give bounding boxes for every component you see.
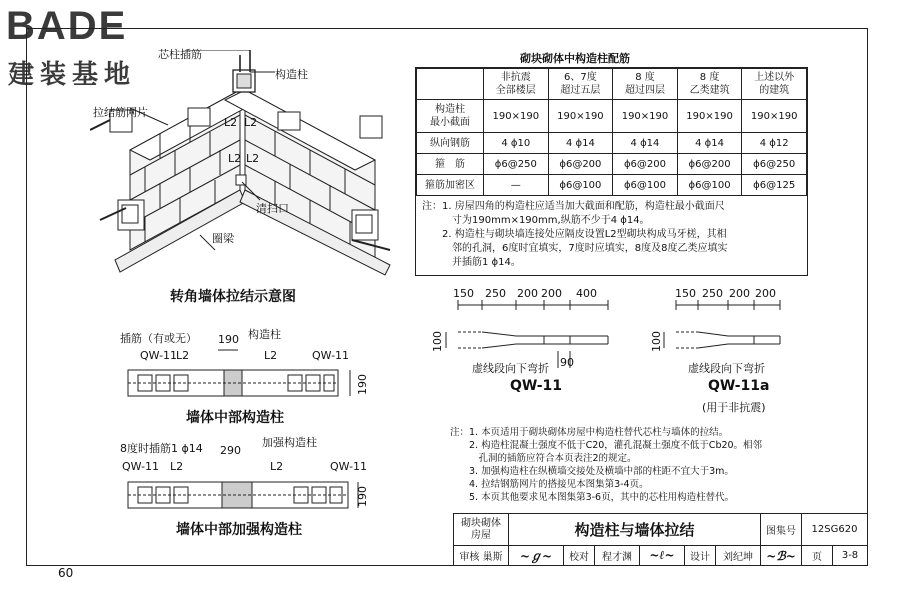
mesh-dim: 150 xyxy=(453,287,474,300)
label-qw-left: QW-11 xyxy=(122,460,160,473)
title-block-title: 构造柱与墙体拉结 xyxy=(509,514,761,546)
designer-name: 刘纪坤 xyxy=(716,546,761,566)
table-cell: ϕ6@100 xyxy=(548,175,613,196)
reviewer-signature xyxy=(509,546,564,566)
mesh-qw11-title: QW-11 xyxy=(510,378,563,394)
label-l2-right: L2 xyxy=(264,349,278,362)
table-cell: 190×190 xyxy=(613,100,678,133)
title-block-review-label xyxy=(454,546,509,566)
watermark-logo: BADE xyxy=(6,4,128,48)
table-note-line: 2. 构造柱与砌块墙连接处应隔皮设置L2型砌块构成马牙槎，其相 xyxy=(422,229,727,240)
label-column: 构造柱 xyxy=(248,328,281,341)
table-cell: ϕ6@125 xyxy=(742,175,807,196)
table-row xyxy=(417,100,807,133)
mesh-note: 虚线段向下弯折 xyxy=(472,362,549,375)
table-title: 砌块砌体中构造柱配筋 xyxy=(520,52,630,65)
table-cell: ϕ6@200 xyxy=(548,154,613,175)
label-constructional-column: 构造柱 xyxy=(275,68,308,81)
table-row xyxy=(417,154,807,175)
page-note-line: 3. 加强构造柱在纵横墙交接处及横墙中部的柱距不宜大于3m。 xyxy=(450,466,734,477)
page-number: 60 xyxy=(58,566,74,580)
designer-signature xyxy=(761,546,802,566)
table-cell: 4 ϕ12 xyxy=(742,133,807,154)
mesh-dim: 200 xyxy=(755,287,776,300)
mesh-dim: 250 xyxy=(702,287,723,300)
label-qw-right: QW-11 xyxy=(312,349,350,362)
label-qw-right: QW-11 xyxy=(330,460,368,473)
table-cell: ϕ6@200 xyxy=(677,154,742,175)
wall-middle-reinforced-drawing xyxy=(118,470,368,514)
label-l2: L2 xyxy=(246,152,260,165)
mesh-note: 虚线段向下弯折 xyxy=(688,362,765,375)
table-cell: 4 ϕ10 xyxy=(484,133,549,154)
title-block-category: 砌块砌体 房屋 xyxy=(454,514,509,546)
table-cell: 构造柱 最小截面 xyxy=(417,100,484,133)
label-core-rebar: 芯柱插筋 xyxy=(158,48,202,61)
label-l2-right: L2 xyxy=(270,460,284,473)
wall-middle-reinforced-title: 墙体中部加强构造柱 xyxy=(176,522,302,538)
table-header-row xyxy=(417,69,807,100)
mesh-dim: 400 xyxy=(576,287,597,300)
checker-name: 程才渊 xyxy=(595,546,640,566)
table-cell: 190×190 xyxy=(677,100,742,133)
table-cell: ϕ6@250 xyxy=(742,154,807,175)
signature-mark: ~ℊ~ xyxy=(519,549,553,563)
corner-diagram-title: 转角墙体拉结示意图 xyxy=(170,289,296,305)
table-note-line: 邻的孔洞，6度时宜填实，7度时应填实，8度及8度乙类应填实 xyxy=(422,243,728,254)
review-label: 审核 xyxy=(459,552,480,563)
table-cell: 4 ϕ14 xyxy=(677,133,742,154)
table-row xyxy=(417,175,807,196)
table-cell: ϕ6@100 xyxy=(677,175,742,196)
label-l2: L2 xyxy=(228,152,242,165)
rebar-table xyxy=(416,68,807,196)
table-header-cell: 上述以外 的建筑 xyxy=(742,69,807,100)
table-cell: 4 ϕ14 xyxy=(613,133,678,154)
mesh-dim: 200 xyxy=(541,287,562,300)
mesh-dim: 250 xyxy=(485,287,506,300)
page-label: 页 xyxy=(802,546,833,566)
table-cell: 190×190 xyxy=(548,100,613,133)
table-notes xyxy=(416,196,807,275)
label-l2: L2 xyxy=(244,116,258,129)
dim-290: 290 xyxy=(220,444,241,457)
mesh-dim: 200 xyxy=(517,287,538,300)
signature-mark: ~ℓ~ xyxy=(649,548,675,562)
table-cell: 箍 筋 xyxy=(417,154,484,175)
dim-190-side: 190 xyxy=(356,486,369,507)
mesh-qw11a-drawing xyxy=(650,296,800,366)
design-label: 设计 xyxy=(685,546,716,566)
table-row xyxy=(417,133,807,154)
reviewer-name: 巢斯 xyxy=(482,552,503,563)
table-cell: 4 ϕ14 xyxy=(548,133,613,154)
mesh-dim: 200 xyxy=(729,287,750,300)
label-dowel-8deg: 8度时插筋1 ϕ14 xyxy=(120,442,203,455)
page-value: 3-8 xyxy=(833,546,868,566)
title-block xyxy=(453,513,868,566)
table-cell: ϕ6@250 xyxy=(484,154,549,175)
dim-190: 190 xyxy=(218,333,239,346)
label-reinforced-column: 加强构造柱 xyxy=(262,436,317,449)
page-notes xyxy=(450,426,762,504)
table-cell: 190×190 xyxy=(742,100,807,133)
table-cell: 箍筋加密区 xyxy=(417,175,484,196)
rebar-table-box xyxy=(415,67,808,276)
page-note-line: 注：1. 本页适用于砌块砌体房屋中构造柱替代芯柱与墙体的拉结。 xyxy=(450,427,729,438)
page-note-line: 孔洞的插筋应符合本页表注2的规定。 xyxy=(450,453,637,464)
page-note-line: 5. 本页其他要求见本图集第3-6页，其中的芯柱用构造柱替代。 xyxy=(450,492,735,503)
mesh-qw11a-title: QW-11a xyxy=(708,378,770,394)
table-cell: ϕ6@200 xyxy=(613,154,678,175)
table-note-line: 寸为190mm×190mm,纵筋不少于4 ϕ14。 xyxy=(422,215,650,226)
mesh-height: 100 xyxy=(431,331,444,352)
check-label: 校对 xyxy=(564,546,595,566)
label-l2-left: L2 xyxy=(176,349,190,362)
table-header-cell xyxy=(417,69,484,100)
watermark-logo-cn: 建装基地 xyxy=(8,60,137,90)
table-cell: — xyxy=(484,175,549,196)
dim-190-side: 190 xyxy=(356,374,369,395)
label-tie-mesh: 拉结筋网片 xyxy=(93,106,148,119)
table-header-cell: 非抗震 全部楼层 xyxy=(484,69,549,100)
page-note-line: 2. 构造柱混凝土强度不低于C20，灌孔混凝土强度不低于Cb20。相邻 xyxy=(450,440,763,451)
label-l2: L2 xyxy=(224,116,238,129)
table-note-line: 并插筋1 ϕ14。 xyxy=(422,257,521,268)
corner-wall-drawing xyxy=(90,50,410,280)
table-cell: 190×190 xyxy=(484,100,549,133)
checker-signature xyxy=(640,546,685,566)
table-header-cell: 8 度 超过四层 xyxy=(613,69,678,100)
table-note-line: 注：1. 房屋四角的构造柱应适当加大截面和配筋，构造柱最小截面尺 xyxy=(422,201,725,212)
page-note-line: 4. 拉结钢筋网片的搭接见本图集第3-4页。 xyxy=(450,479,649,490)
mesh-qw11a-subtitle: (用于非抗震) xyxy=(702,401,766,414)
mesh-end-dim: 90 xyxy=(560,356,574,369)
label-qw-left: QW-11 xyxy=(140,349,178,362)
label-cleanout: 清扫口 xyxy=(256,202,289,215)
title-block-atlas-label: 图集号 xyxy=(761,514,802,546)
title-block-atlas-no: 12SG620 xyxy=(802,514,868,546)
label-l2-left: L2 xyxy=(170,460,184,473)
signature-mark: ~ℬ~ xyxy=(766,548,796,563)
wall-middle-title: 墙体中部构造柱 xyxy=(186,410,284,426)
table-header-cell: 8 度 乙类建筑 xyxy=(677,69,742,100)
mesh-height: 100 xyxy=(650,331,663,352)
table-header-cell: 6、7度 超过五层 xyxy=(548,69,613,100)
table-cell: 纵向钢筋 xyxy=(417,133,484,154)
mesh-dim: 150 xyxy=(675,287,696,300)
table-cell: ϕ6@100 xyxy=(613,175,678,196)
label-dowel: 插筋（有或无） xyxy=(120,332,197,345)
label-ring-beam: 圈梁 xyxy=(212,232,234,245)
